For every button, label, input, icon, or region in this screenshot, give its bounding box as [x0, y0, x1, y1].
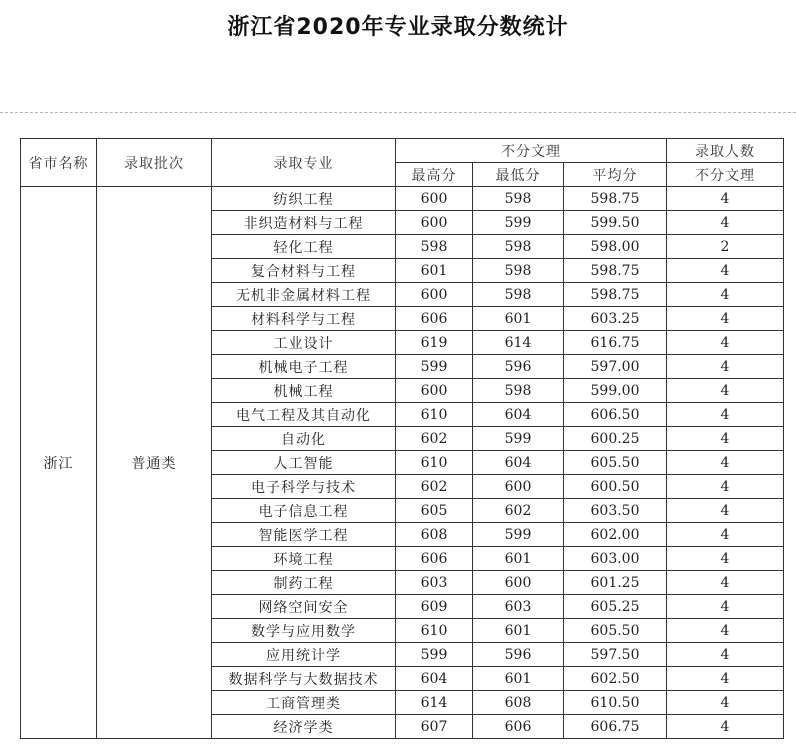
- avg-score-cell: 600.50: [564, 475, 667, 499]
- table-row: [21, 187, 784, 211]
- max-score-cell: 602: [396, 427, 473, 451]
- enroll-count-cell: 4: [667, 595, 784, 619]
- enroll-count-cell: 4: [667, 547, 784, 571]
- major-cell: 非织造材料与工程: [212, 211, 396, 235]
- max-score-cell: 605: [396, 499, 473, 523]
- min-score-cell: 600: [473, 571, 564, 595]
- table-header: [21, 139, 784, 187]
- min-score-cell: 598: [473, 283, 564, 307]
- enroll-count-cell: 4: [667, 619, 784, 643]
- avg-score-cell: 610.50: [564, 691, 667, 715]
- avg-score-cell: 605.50: [564, 451, 667, 475]
- max-score-cell: 603: [396, 571, 473, 595]
- min-score-cell: 601: [473, 307, 564, 331]
- avg-score-cell: 603.00: [564, 547, 667, 571]
- header-avg-score: 平均分: [564, 163, 667, 187]
- min-score-cell: 602: [473, 499, 564, 523]
- min-score-cell: 603: [473, 595, 564, 619]
- max-score-cell: 599: [396, 355, 473, 379]
- max-score-cell: 602: [396, 475, 473, 499]
- max-score-cell: 606: [396, 547, 473, 571]
- min-score-cell: 604: [473, 451, 564, 475]
- avg-score-cell: 602.00: [564, 523, 667, 547]
- max-score-cell: 610: [396, 619, 473, 643]
- header-enroll-count: 录取人数: [667, 139, 784, 163]
- major-cell: 机械电子工程: [212, 355, 396, 379]
- major-cell: 机械工程: [212, 379, 396, 403]
- major-cell: 工商管理类: [212, 691, 396, 715]
- enroll-count-cell: 4: [667, 715, 784, 739]
- min-score-cell: 596: [473, 355, 564, 379]
- major-cell: 工业设计: [212, 331, 396, 355]
- min-score-cell: 608: [473, 691, 564, 715]
- avg-score-cell: 599.50: [564, 211, 667, 235]
- header-max-score: 最高分: [396, 163, 473, 187]
- max-score-cell: 614: [396, 691, 473, 715]
- avg-score-cell: 600.25: [564, 427, 667, 451]
- max-score-cell: 610: [396, 451, 473, 475]
- avg-score-cell: 597.00: [564, 355, 667, 379]
- table-body: [21, 187, 784, 739]
- batch-cell: 普通类: [97, 187, 212, 739]
- max-score-cell: 600: [396, 211, 473, 235]
- major-cell: 纺织工程: [212, 187, 396, 211]
- major-cell: 轻化工程: [212, 235, 396, 259]
- major-cell: 复合材料与工程: [212, 259, 396, 283]
- min-score-cell: 599: [473, 211, 564, 235]
- enroll-count-cell: 4: [667, 379, 784, 403]
- min-score-cell: 601: [473, 547, 564, 571]
- major-cell: 数学与应用数学: [212, 619, 396, 643]
- avg-score-cell: 602.50: [564, 667, 667, 691]
- avg-score-cell: 606.50: [564, 403, 667, 427]
- enroll-count-cell: 4: [667, 187, 784, 211]
- header-enroll-noncat: 不分文理: [667, 163, 784, 187]
- header-group-noncat: 不分文理: [396, 139, 667, 163]
- enroll-count-cell: 4: [667, 643, 784, 667]
- score-table: [20, 138, 784, 739]
- max-score-cell: 600: [396, 379, 473, 403]
- min-score-cell: 604: [473, 403, 564, 427]
- major-cell: 经济学类: [212, 715, 396, 739]
- major-cell: 自动化: [212, 427, 396, 451]
- major-cell: 数据科学与大数据技术: [212, 667, 396, 691]
- min-score-cell: 614: [473, 331, 564, 355]
- max-score-cell: 609: [396, 595, 473, 619]
- min-score-cell: 598: [473, 259, 564, 283]
- avg-score-cell: 603.25: [564, 307, 667, 331]
- avg-score-cell: 599.00: [564, 379, 667, 403]
- enroll-count-cell: 4: [667, 259, 784, 283]
- avg-score-cell: 598.75: [564, 259, 667, 283]
- max-score-cell: 598: [396, 235, 473, 259]
- major-cell: 电气工程及其自动化: [212, 403, 396, 427]
- avg-score-cell: 606.75: [564, 715, 667, 739]
- major-cell: 智能医学工程: [212, 523, 396, 547]
- min-score-cell: 599: [473, 427, 564, 451]
- enroll-count-cell: 4: [667, 283, 784, 307]
- avg-score-cell: 605.50: [564, 619, 667, 643]
- max-score-cell: 608: [396, 523, 473, 547]
- min-score-cell: 598: [473, 379, 564, 403]
- enroll-count-cell: 4: [667, 403, 784, 427]
- enroll-count-cell: 4: [667, 211, 784, 235]
- min-score-cell: 601: [473, 667, 564, 691]
- enroll-count-cell: 4: [667, 499, 784, 523]
- max-score-cell: 600: [396, 187, 473, 211]
- min-score-cell: 599: [473, 523, 564, 547]
- min-score-cell: 598: [473, 187, 564, 211]
- enroll-count-cell: 4: [667, 523, 784, 547]
- province-cell: 浙江: [21, 187, 97, 739]
- avg-score-cell: 605.25: [564, 595, 667, 619]
- min-score-cell: 600: [473, 475, 564, 499]
- avg-score-cell: 616.75: [564, 331, 667, 355]
- avg-score-cell: 601.25: [564, 571, 667, 595]
- min-score-cell: 606: [473, 715, 564, 739]
- enroll-count-cell: 4: [667, 331, 784, 355]
- min-score-cell: 596: [473, 643, 564, 667]
- enroll-count-cell: 4: [667, 667, 784, 691]
- enroll-count-cell: 4: [667, 475, 784, 499]
- header-batch: 录取批次: [97, 139, 212, 187]
- max-score-cell: 599: [396, 643, 473, 667]
- avg-score-cell: 598.75: [564, 283, 667, 307]
- enroll-count-cell: 4: [667, 307, 784, 331]
- major-cell: 环境工程: [212, 547, 396, 571]
- max-score-cell: 606: [396, 307, 473, 331]
- min-score-cell: 598: [473, 235, 564, 259]
- major-cell: 材料科学与工程: [212, 307, 396, 331]
- max-score-cell: 600: [396, 283, 473, 307]
- major-cell: 网络空间安全: [212, 595, 396, 619]
- avg-score-cell: 603.50: [564, 499, 667, 523]
- dashed-divider: [0, 112, 796, 113]
- header-min-score: 最低分: [473, 163, 564, 187]
- page-title: 浙江省2020年专业录取分数统计: [227, 15, 569, 40]
- major-cell: 应用统计学: [212, 643, 396, 667]
- max-score-cell: 610: [396, 403, 473, 427]
- max-score-cell: 607: [396, 715, 473, 739]
- major-cell: 无机非金属材料工程: [212, 283, 396, 307]
- max-score-cell: 619: [396, 331, 473, 355]
- enroll-count-cell: 2: [667, 235, 784, 259]
- enroll-count-cell: 4: [667, 571, 784, 595]
- header-major: 录取专业: [212, 139, 396, 187]
- enroll-count-cell: 4: [667, 451, 784, 475]
- major-cell: 人工智能: [212, 451, 396, 475]
- enroll-count-cell: 4: [667, 427, 784, 451]
- enroll-count-cell: 4: [667, 691, 784, 715]
- min-score-cell: 601: [473, 619, 564, 643]
- avg-score-cell: 597.50: [564, 643, 667, 667]
- header-province: 省市名称: [21, 139, 97, 187]
- avg-score-cell: 598.75: [564, 187, 667, 211]
- major-cell: 电子科学与技术: [212, 475, 396, 499]
- max-score-cell: 604: [396, 667, 473, 691]
- major-cell: 制药工程: [212, 571, 396, 595]
- enroll-count-cell: 4: [667, 355, 784, 379]
- major-cell: 电子信息工程: [212, 499, 396, 523]
- max-score-cell: 601: [396, 259, 473, 283]
- avg-score-cell: 598.00: [564, 235, 667, 259]
